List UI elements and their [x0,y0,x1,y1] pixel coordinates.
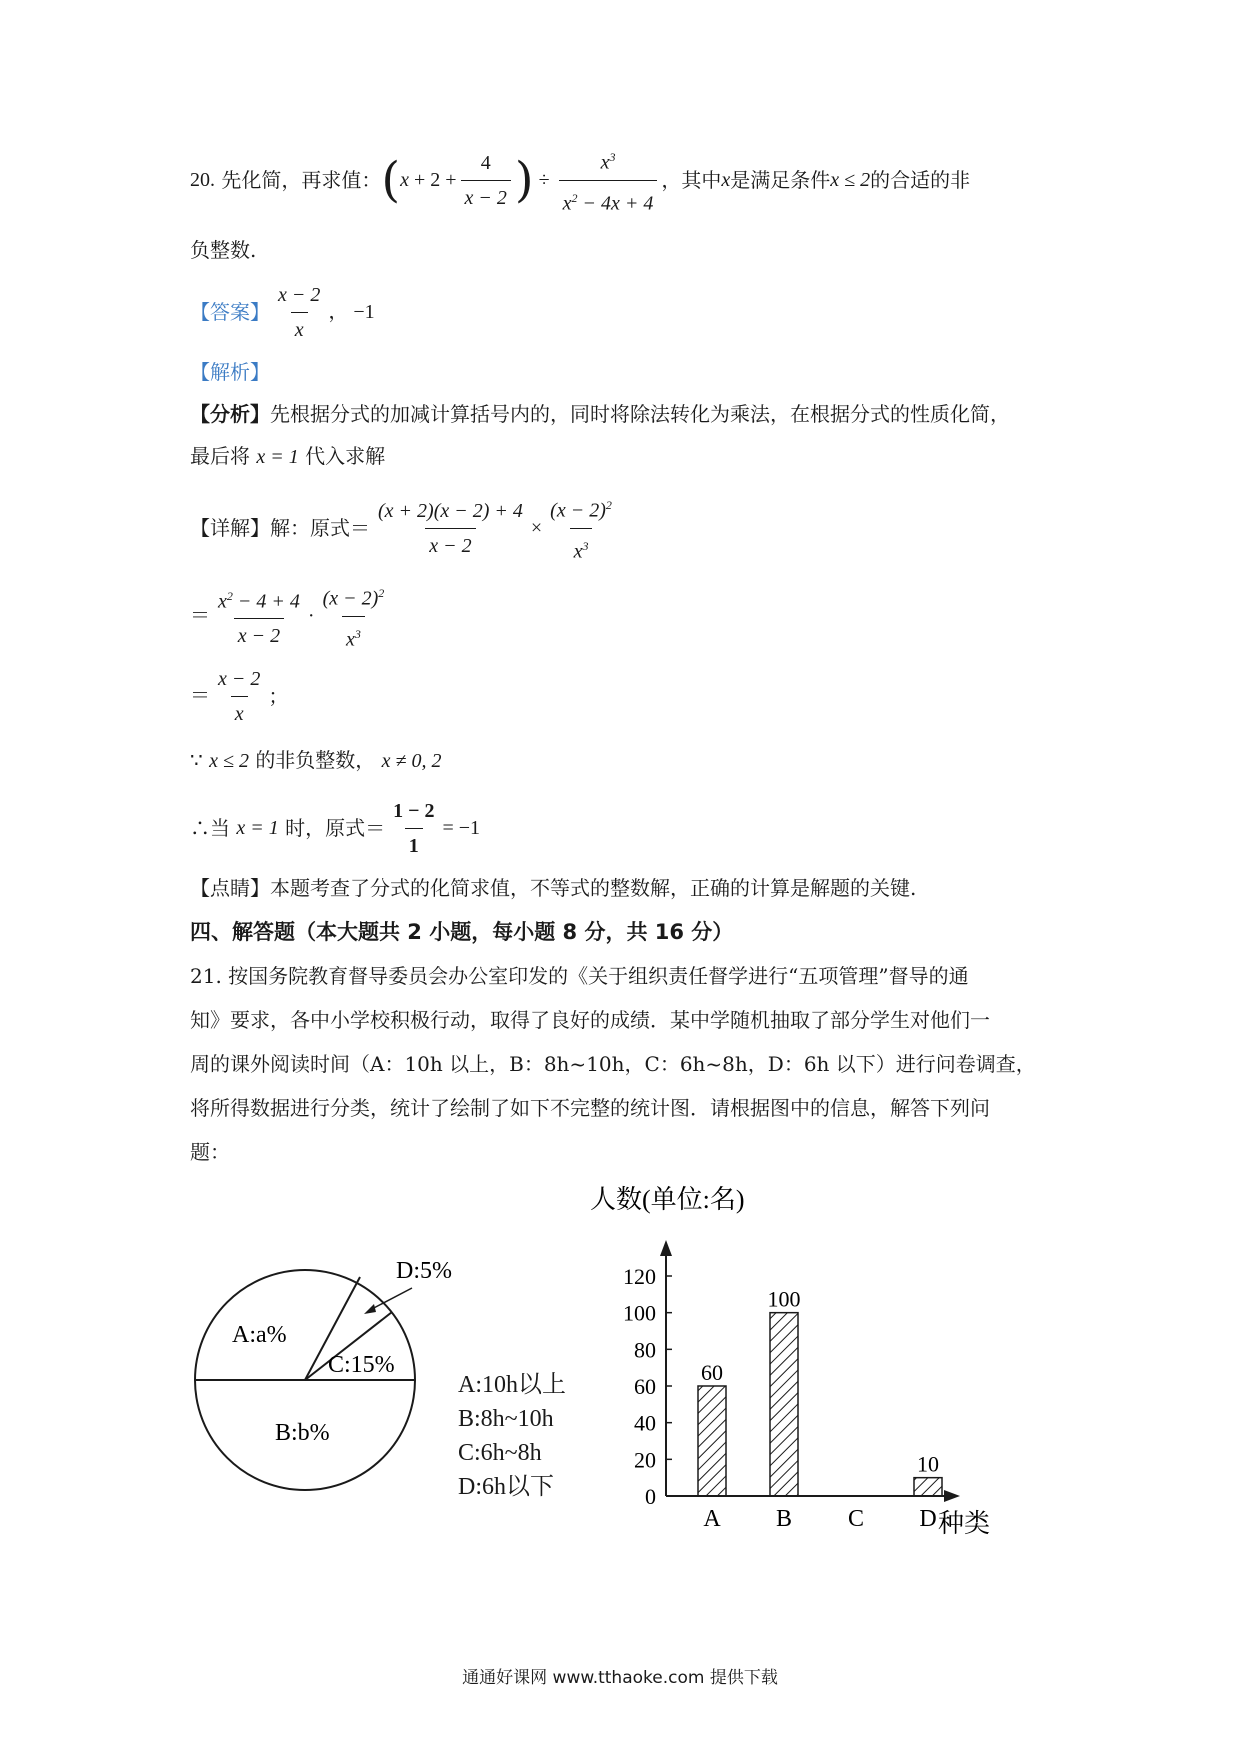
pie-label-b: B:b% [275,1420,330,1446]
q20-prefix: 先化简，再求值： [221,168,382,192]
bar-chart [580,1180,1020,1540]
y-tick-label: 60 [634,1374,656,1399]
xiangjie-step3: ＝ $\frac{x - 2}{x}$ ； [190,664,288,728]
legend-item-a: A:10h以上 [458,1372,566,1398]
fenxi-line1 [190,400,1010,428]
pie-label-c: C:15% [328,1352,395,1378]
y-tick-label: 40 [634,1410,656,1436]
data-label-b: 100 [767,1286,801,1312]
q20-number: 20. [190,169,215,191]
y-tick-label: 100 [623,1300,656,1326]
q20-is: 是满足条件 [730,168,831,192]
legend-item-d: D:6h以下 [458,1474,554,1500]
dianjing-tag: 【点睛】 [190,876,270,900]
legend [458,1368,566,1504]
pie-label-a: A:a% [232,1322,287,1348]
q20-suffix: 的合适的非 [870,168,971,192]
therefore-line: ∴当 x = 1 时，原式＝ $\frac{1 - 2}{1}$ = −1 [190,796,480,860]
pie-d-arrowhead [364,1304,376,1314]
step1-frac2: $\frac{(x - 2)^2}{x^3}$ [546,491,616,565]
frac-x3-over-quadratic: $\frac{x^3}{x^2 - 4x + 4}$ [559,143,658,217]
fenxi-tag: 【分析】 [190,402,270,426]
category-label-b: B [775,1506,793,1532]
data-label-d: 10 [917,1451,939,1477]
y-tick-label: 20 [634,1447,656,1473]
data-label-a: 60 [701,1360,723,1385]
y-tick-label: 80 [634,1337,656,1363]
xiangjie-tag: 【详解】 [190,516,270,540]
step3-frac: $\frac{x - 2}{x}$ [214,665,264,728]
q20-line2: 负整数. [190,238,257,262]
step1-frac1: $\frac{(x + 2)(x - 2) + 4}{x - 2}$ [374,497,527,560]
q21-line1: 21. 按国务院教育督导委员会办公室印发的《关于组织责任督学进行“五项管理”督导的通 [190,964,969,988]
answer-value: ， −1 [328,301,375,323]
q21-line2: 知》要求，各中小学校积极行动，取得了良好的成绩．某中学随机抽取了部分学生对他们一 [190,1008,990,1032]
bar-b [770,1313,798,1496]
fenxi-x1: x = 1 [256,446,299,468]
step2-frac2: $\frac{(x - 2)^2}{x^3}$ [319,579,389,653]
answer-line [190,282,375,342]
bar-a [698,1386,726,1496]
right-paren: ) [514,152,534,208]
legend-item-c: C:6h~8h [458,1440,542,1466]
pie-d-leader [370,1288,412,1310]
section4-heading: 四、解答题（本大题共 2 小题，每小题 8 分，共 16 分） [190,920,734,944]
pie-d-callout [350,1250,470,1330]
x-axis-label: 种类 [938,1509,991,1538]
q20-cond: x ≤ 2 [830,169,871,191]
expr-x: x [400,169,409,191]
frac-4-over-x-2: $\frac{4}{x - 2}$ [461,149,511,212]
q20-x: x [721,169,731,191]
left-paren: ( [381,152,401,208]
answer-tag: 【答案】 [190,300,270,324]
x-axis-arrow [944,1490,960,1502]
category-label-d: D [919,1506,937,1532]
legend-item-b: B:8h~10h [458,1406,554,1432]
category-label-c: C [847,1506,865,1532]
q21-line5: 题： [190,1140,230,1164]
answer-fraction: $\frac{x - 2}{x}$ [274,281,324,344]
y-tick-label: 120 [623,1264,656,1289]
therefore-frac: $\frac{1 - 2}{1}$ [389,797,438,860]
because-line: ∵ x ≤ 2 的非负整数， x ≠ 0, 2 [190,748,442,772]
y-axis-arrow [660,1240,672,1256]
q20-line1: 20. 先化简，再求值： ( x + 2 + $\frac{4}{x - 2}$ ) ÷ $\frac{x^3}{x^2 - 4x + 4}$ ，其中 x 是满足条件 x ≤ 2 的合适的非 [190,150,970,210]
y-tick-label: 0 [645,1484,656,1509]
q21-line3: 周的课外阅读时间（A：10h 以上，B：8h~10h，C：6h~8h，D：6h 以下）进行问卷调查， [190,1052,1036,1076]
step2-frac1: $\frac{x^2 - 4 + 4}{x - 2}$ [214,582,304,651]
xiangjie-step1: 【详解】 解：原式＝ $\frac{(x + 2)(x - 2) + 4}{x - 2}$ × $\frac{(x - 2)^2}{x^3}$ [190,496,620,560]
fenxi-line2: 最后将 x = 1 代入求解 [190,444,386,468]
bar-d [914,1478,942,1496]
jiexi-tag: 【解析】 [190,360,270,384]
fenxi-text: 先根据分式的加减计算括号内的，同时将除法转化为乘法，在根据分式的性质化简， [270,402,1010,426]
dianjing-line: 【点睛】本题考查了分式的化简求值，不等式的整数解，正确的计算是解题的关键. [190,876,917,900]
pie-label-d: D:5% [396,1258,452,1284]
y-axis-label: 人数(单位:名) [590,1185,745,1214]
xiangjie-step2: ＝ $\frac{x^2 - 4 + 4}{x - 2}$ · $\frac{(x - 2)^2}{x^3}$ [190,584,392,648]
q20-after-expr: ，其中 [661,168,722,192]
category-label-a: A [703,1506,721,1532]
page-footer: 通通好课网 www.tthaoke.com 提供下载 [462,1668,778,1688]
q21-line4: 将所得数据进行分类，统计了绘制了如下不完整的统计图．请根据图中的信息，解答下列问 [190,1096,990,1120]
